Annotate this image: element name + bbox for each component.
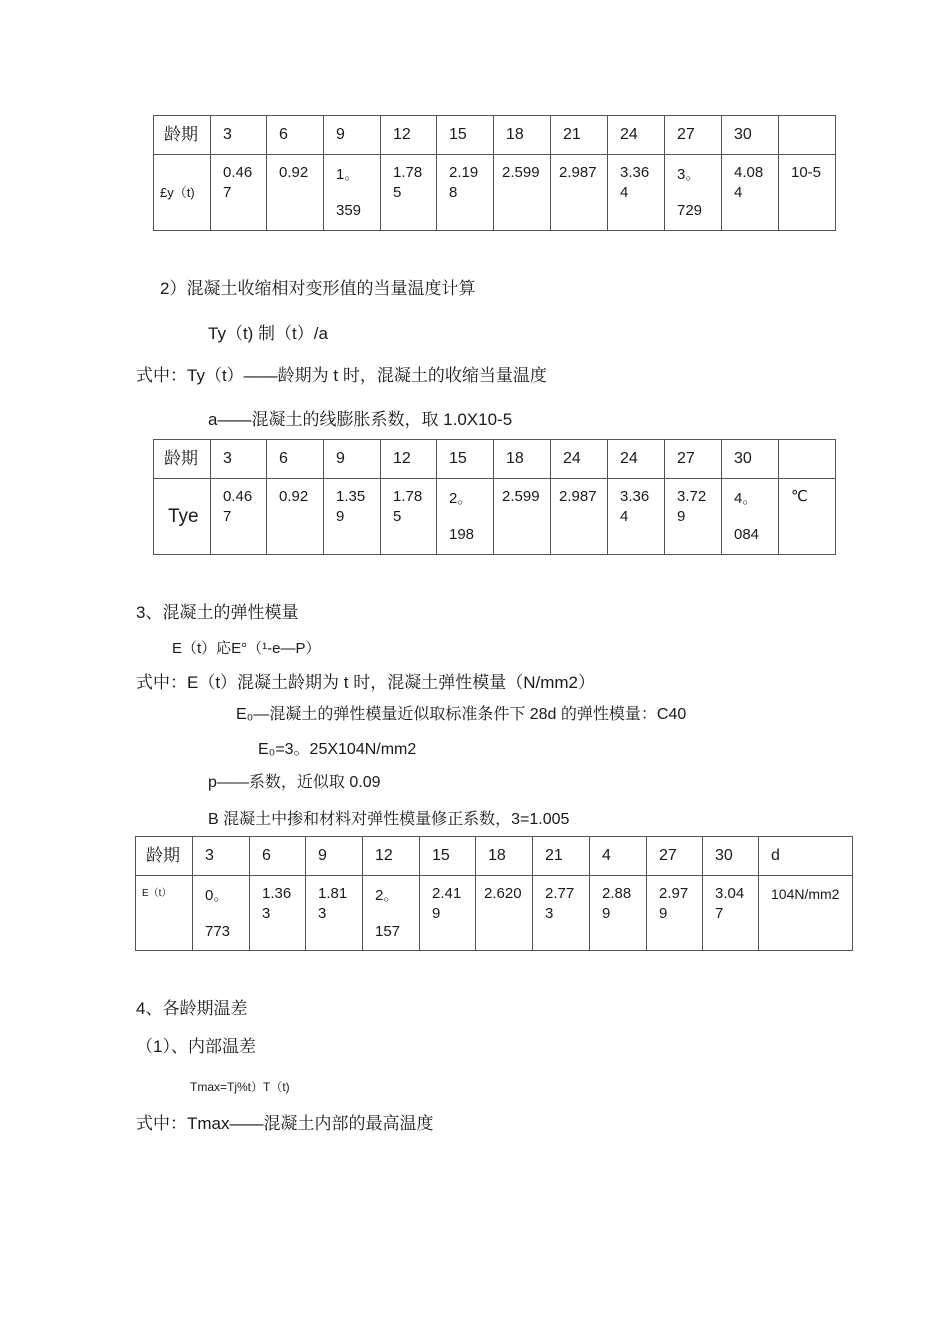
header-cell: 3 [211, 116, 267, 155]
header-cell: 15 [437, 440, 494, 479]
elastic-modulus-table [135, 836, 853, 951]
header-cell: 9 [306, 837, 363, 876]
header-cell: 24 [608, 116, 665, 155]
row-label: Tye [154, 479, 211, 555]
header-cell: 12 [381, 116, 437, 155]
header-cell: 18 [494, 116, 551, 155]
header-cell: 龄期 [154, 440, 211, 479]
section-heading: 4、各龄期温差 [136, 999, 248, 1018]
header-cell: 30 [703, 837, 759, 876]
table-cell: 1.36 3 [262, 885, 292, 922]
table-cell: 0。 773 [205, 887, 231, 940]
table-cell: 1.81 3 [318, 885, 348, 922]
table-cell: 1.78 5 [393, 488, 423, 525]
table-cell: 3.36 4 [620, 488, 650, 525]
header-cell: 3 [193, 837, 250, 876]
header-cell: d [759, 837, 853, 876]
definition-line: a——混凝土的线膨胀系数，取 1.0X10-5 [208, 410, 513, 429]
definition-line: E₀—混凝土的弹性模量近似取标准条件下 28d 的弹性模量：C40 [236, 706, 687, 723]
table-cell: 0.46 7 [223, 164, 253, 201]
header-cell: 3 [211, 440, 267, 479]
header-cell: 龄期 [154, 116, 211, 155]
header-cell: 12 [381, 440, 437, 479]
header-cell: 27 [647, 837, 703, 876]
table-cell: 4。 084 [734, 490, 760, 543]
header-cell [779, 440, 836, 479]
section-heading: 3、混凝土的弹性模量 [136, 603, 299, 622]
header-cell: 15 [437, 116, 494, 155]
table-header-row [154, 440, 836, 479]
table-cell: 2.987 [559, 488, 597, 505]
table-cell: ℃ [791, 488, 808, 505]
table-cell: 0.46 7 [223, 488, 253, 525]
definition-line: 式中：E（t）混凝土龄期为 t 时，混凝土弹性模量（N/mm2） [136, 673, 596, 692]
row-label: E（t） [142, 888, 172, 899]
table-header-row [154, 116, 836, 155]
table-cell: 1。 359 [336, 166, 362, 219]
formula: E（t）応E°（¹-e—P） [172, 640, 321, 657]
header-cell: 18 [476, 837, 533, 876]
table-cell: 3.04 7 [715, 885, 745, 922]
table-cell: 3。 729 [677, 166, 703, 219]
equivalent-temperature-table [153, 439, 836, 555]
header-cell: 龄期 [136, 837, 193, 876]
table-cell: 2.88 9 [602, 885, 632, 922]
header-cell: 6 [267, 440, 324, 479]
header-cell [779, 116, 836, 155]
header-cell: 9 [324, 116, 381, 155]
table-cell: 2。 198 [449, 490, 475, 543]
header-cell: 4 [590, 837, 647, 876]
table-cell: 0.92 [279, 488, 309, 505]
table-cell: 10-5 [791, 164, 822, 181]
header-cell: 30 [722, 116, 779, 155]
row-label: £y（t) [154, 155, 211, 231]
table-cell: 3.36 4 [620, 164, 650, 201]
table-header-row [136, 837, 853, 876]
table-cell: 2.599 [502, 488, 540, 505]
table-cell: 1.78 5 [393, 164, 423, 201]
table-cell: 4.08 4 [734, 164, 764, 201]
header-cell: 12 [363, 837, 420, 876]
table-cell: 2.19 8 [449, 164, 479, 201]
formula: Ty（t) 制（t）/a [208, 324, 328, 343]
definition-line: 式中：Tmax——混凝土内部的最高温度 [136, 1114, 434, 1133]
table-row [154, 479, 836, 555]
table-row [136, 876, 853, 951]
table-cell: 2。 157 [375, 887, 401, 940]
header-cell: 21 [533, 837, 590, 876]
table-cell: 104N/mm2 [771, 886, 840, 902]
shrinkage-strain-table [153, 115, 836, 231]
header-cell: 27 [665, 440, 722, 479]
header-cell: 6 [250, 837, 306, 876]
definition-line: 式中：Ty（t）——龄期为 t 时，混凝土的收缩当量温度 [136, 366, 547, 385]
table-cell: 2.41 9 [432, 885, 462, 922]
header-cell: 30 [722, 440, 779, 479]
header-cell: 6 [267, 116, 324, 155]
header-cell: 15 [420, 837, 476, 876]
header-cell: 18 [494, 440, 551, 479]
definition-line: B 混凝土中掺和材料对弹性模量修正系数，3=1.005 [208, 811, 570, 828]
header-cell: 24 [551, 440, 608, 479]
definition-line: p——系数，近似取 0.09 [208, 774, 381, 791]
formula: Tmax=Tj%t）T（t) [190, 1080, 290, 1094]
definition-line: E₀=3。25X104N/mm2 [258, 741, 417, 758]
table-cell: 1.35 9 [336, 488, 366, 525]
header-cell: 24 [608, 440, 665, 479]
table-cell: 3.72 9 [677, 488, 707, 525]
subsection-heading: （1）、内部温差 [136, 1037, 256, 1056]
table-cell: 2.599 [502, 164, 540, 181]
header-cell: 21 [551, 116, 608, 155]
table-cell: 2.77 3 [545, 885, 575, 922]
section-heading: 2）混凝土收缩相对变形值的当量温度计算 [160, 279, 476, 298]
table-cell: 2.97 9 [659, 885, 689, 922]
header-cell: 27 [665, 116, 722, 155]
table-row [154, 155, 836, 231]
table-cell: 2.987 [559, 164, 597, 181]
table-cell: 0.92 [279, 164, 309, 181]
table-cell: 2.620 [484, 885, 522, 902]
header-cell: 9 [324, 440, 381, 479]
